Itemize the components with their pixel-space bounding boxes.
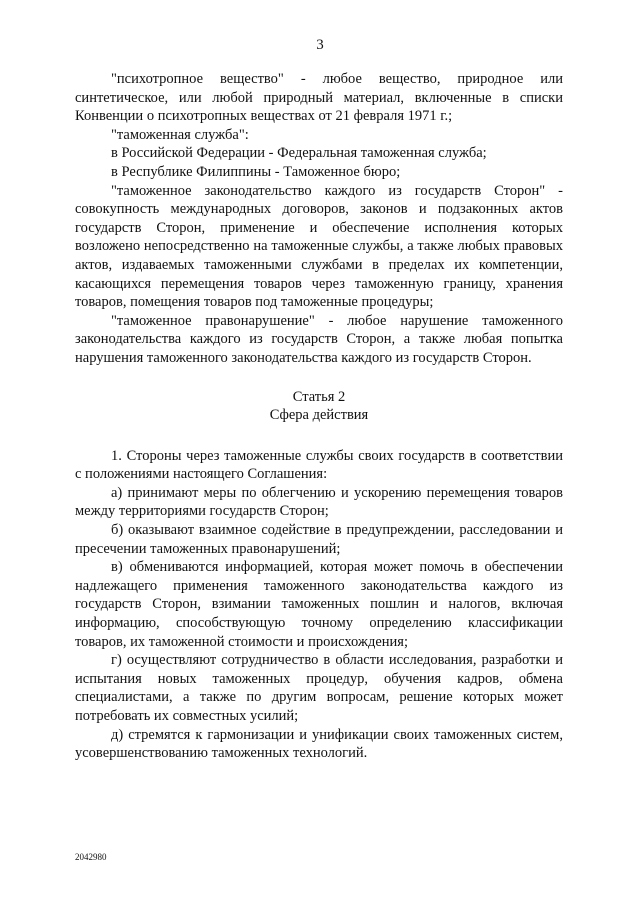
clause-b: б) оказывают взаимное содействие в предупреждении, расследовании и пресечении таможенных правонарушений; (75, 522, 563, 557)
definition-customs-legislation: "таможенное законодательство каждого из государств Сторон" - совокупность международных договоров, законов и подзаконных актов государств Сторон, применение и обеспечение исполнения которых возложено непосредственно на таможенные службы, а также любых правовых актов, издаваемых таможенными службами в пределах их компетенции, касающихся перемещения товаров через таможенную границу, хранения товаров, помещения товаров под таможенные процедуры; (75, 182, 563, 311)
clause-a: а) принимают меры по облегчению и ускорению перемещения товаров между территориями государств Сторон; (75, 484, 563, 520)
clause-1: 1. Стороны через таможенные службы своих государств в соответствии с положениями настоящего Соглашения: (75, 447, 563, 483)
page-number: 3 (316, 37, 324, 53)
definition-customs-service-russia: в Российской Федерации - Федеральная таможенная служба; (111, 145, 487, 162)
definition-customs-service-philippines: в Республике Филиппины - Таможенное бюро; (111, 163, 401, 180)
spacer (75, 425, 563, 447)
clause-d: д) стремятся к гармонизации и унификации своих таможенных систем, усовершенствованию таможенных технологий. (75, 726, 563, 762)
article-title: Сфера действия (269, 407, 369, 424)
clause-v: в) обмениваются информацией, которая может помочь в обеспечении надлежащего применения таможенного законодательства каждого из государств Сторон, взимании таможенных пошлин и налогов, включая информацию, способствующую точному определению классификации товаров, их таможенной стоимости и происхождения; (75, 559, 563, 650)
definition-psychotropic: "психотропное вещество" - любое вещество, природное или синтетическое, или любой природный материал, включенные в списки Конвенции о психотропных веществах от 21 февраля 1971 г.; (75, 71, 563, 125)
definition-customs-service: "таможенная служба": (111, 126, 249, 143)
definition-customs-offence: "таможенное правонарушение" - любое нарушение таможенного законодательства каждого из государств Сторон, а также любая попытка нарушения таможенного законодательства каждого из государств Сторон. (75, 312, 563, 366)
document-body (75, 70, 563, 763)
document-code: 2042980 (75, 852, 107, 862)
spacer (75, 368, 563, 388)
clause-g: г) осуществляют сотрудничество в области исследования, разработки и испытания новых таможенных процедур, обучения кадров, обмена специалистами, а также по другим вопросам, решение которых может потребовать их совместных усилий; (75, 652, 563, 724)
article-number: Статья 2 (292, 388, 346, 405)
